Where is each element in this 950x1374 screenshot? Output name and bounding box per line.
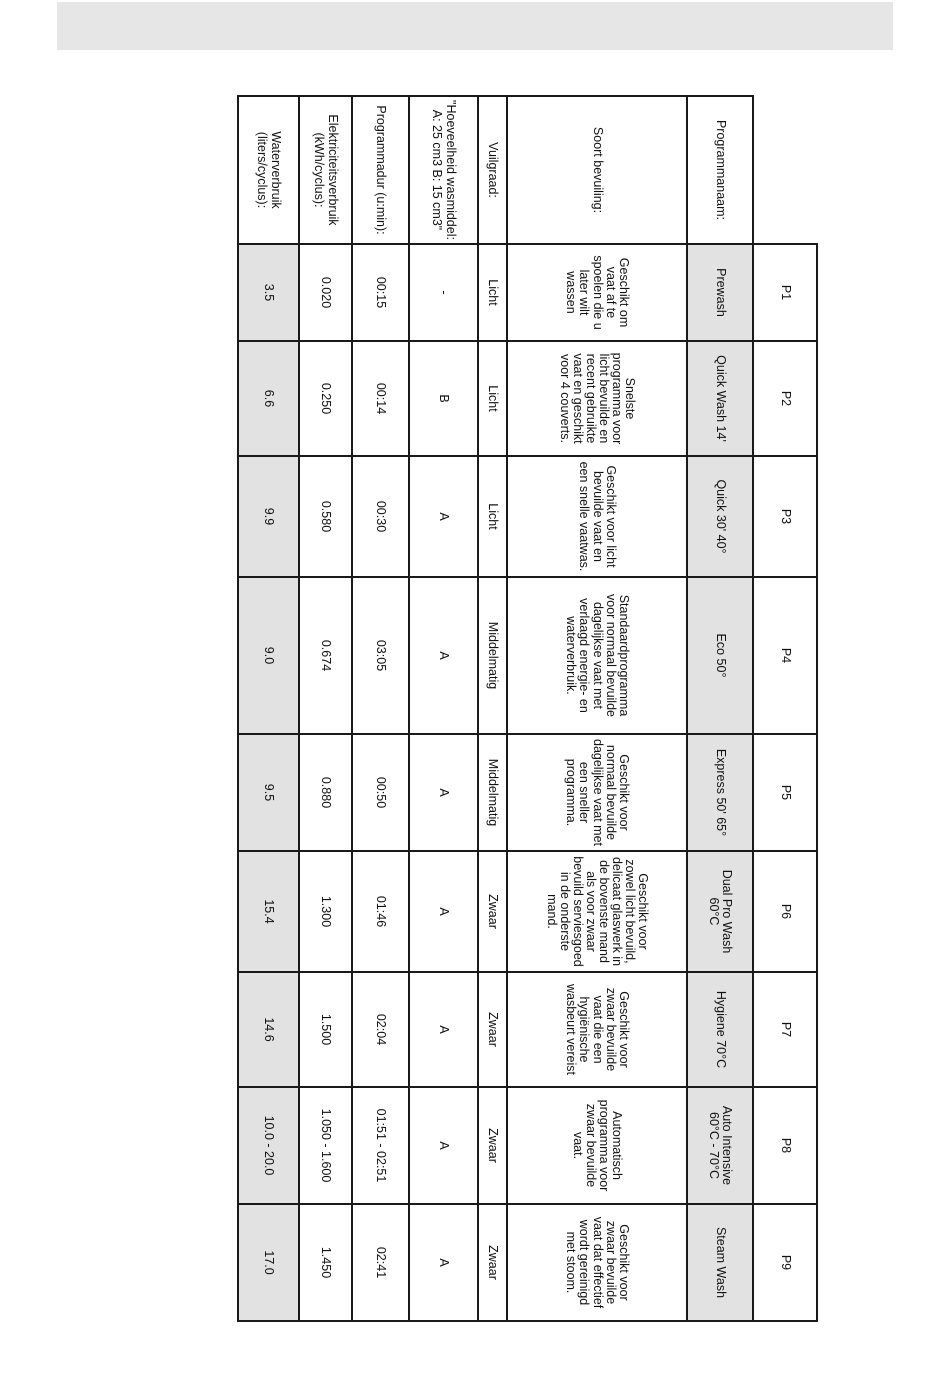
table-cell: 00:50 [352, 734, 409, 851]
table-cell: Standaardprogramma voor normaal bevuilde dagelijkse vaat met verlaagd energie- en waterverbruik. [507, 577, 687, 734]
table-cell: 00:14 [352, 341, 409, 456]
table-cell: A [409, 1204, 478, 1321]
duration-row [352, 96, 409, 1321]
table-cell: 9.5 [238, 734, 299, 851]
program-id-cell: P5 [753, 734, 817, 851]
header-bar [57, 2, 893, 50]
table-cell: 0.674 [299, 577, 352, 734]
table-cell: A [409, 734, 478, 851]
water-row [238, 96, 299, 1321]
table-cell: 15.4 [238, 851, 299, 972]
table-cell: Zwaar [478, 851, 507, 972]
table-cell: Middelmatig [478, 734, 507, 851]
row-label: Programmanaam: [687, 96, 753, 244]
table-cell: 1.500 [299, 972, 352, 1087]
table-cell: 03:05 [352, 577, 409, 734]
table-cell: Geschikt voor licht bevuilde vaat en een snelle vaatwas. [507, 456, 687, 577]
program-id-cell: P6 [753, 851, 817, 972]
program-table [237, 95, 818, 1322]
table-cell: 01:46 [352, 851, 409, 972]
table-cell: Auto Intensive 60°C - 70°C [687, 1087, 753, 1204]
table-cell: Prewash [687, 244, 753, 341]
program-id-cell: P8 [753, 1087, 817, 1204]
table-cell: Zwaar [478, 1087, 507, 1204]
table-cell: A [409, 1087, 478, 1204]
table-cell: Dual Pro Wash 60°C [687, 851, 753, 972]
table-cell: Quick Wash 14' [687, 341, 753, 456]
table-cell: Snelste programma voor licht bevuilde en recent gebruikte vaat en geschikt voor 4 couverts. [507, 341, 687, 456]
program-header-row [753, 96, 817, 1321]
row-label: Vuilgraad: [478, 96, 507, 244]
table-cell: Geschikt voor zowel licht bevuild, delicaat glaswerk in de bovenste mand als voor zwaar bevuild serviesgoed in de onderste mand. [507, 851, 687, 972]
table-cell: Licht [478, 244, 507, 341]
row-label: Elektriciteitsverbruik (kWh/cyclus): [299, 96, 352, 244]
table-cell: Middelmatig [478, 577, 507, 734]
table-cell: 14.6 [238, 972, 299, 1087]
table-cell: 0.580 [299, 456, 352, 577]
row-label: Waterverbruik (liters/cyclus): [238, 96, 299, 244]
table-cell: Zwaar [478, 1204, 507, 1321]
table-cell: A [409, 851, 478, 972]
soil-type-row [507, 96, 687, 1321]
table-cell: B [409, 341, 478, 456]
table-cell: Steam Wash [687, 1204, 753, 1321]
table-cell: Licht [478, 456, 507, 577]
table-cell: 0.020 [299, 244, 352, 341]
table-cell: Licht [478, 341, 507, 456]
table-cell: 6.6 [238, 341, 299, 456]
table-cell: Eco 50° [687, 577, 753, 734]
table-cell: - [409, 244, 478, 341]
table-cell: 02:41 [352, 1204, 409, 1321]
program-table-wrapper [255, 95, 818, 1320]
program-id-cell: P4 [753, 577, 817, 734]
table-cell: 01:51 - 02:51 [352, 1087, 409, 1204]
table-cell: A [409, 456, 478, 577]
table-cell: 1.300 [299, 851, 352, 972]
soil-level-row [478, 96, 507, 1321]
detergent-row [409, 96, 478, 1321]
table-cell: 0.250 [299, 341, 352, 456]
table-cell: Geschikt voor zwaar bevuilde vaat die een hygiënische wasbeurt vereist [507, 972, 687, 1087]
program-name-row [687, 96, 753, 1321]
row-label: Soort bevuiling: [507, 96, 687, 244]
table-cell: Zwaar [478, 972, 507, 1087]
row-label: "Hoeveelheid wasmiddel: A: 25 cm3 B: 15 cm3" [409, 96, 478, 244]
table-cell: 1.050 - 1.600 [299, 1087, 352, 1204]
table-cell: 9.0 [238, 577, 299, 734]
electricity-row [299, 96, 352, 1321]
table-cell: 00:30 [352, 456, 409, 577]
row-label: Programmadur (u:min): [352, 96, 409, 244]
table-cell: 3.5 [238, 244, 299, 341]
program-id-cell: P9 [753, 1204, 817, 1321]
program-id-cell: P1 [753, 244, 817, 341]
table-cell: 9.9 [238, 456, 299, 577]
table-cell: Geschikt voor zwaar bevuilde vaat dat effectief wordt gereinigd met stoom. [507, 1204, 687, 1321]
table-cell: Geschikt voor normaal bevuilde dagelijkse vaat met een sneller programma. [507, 734, 687, 851]
table-cell: Quick 30' 40° [687, 456, 753, 577]
table-cell: 17.0 [238, 1204, 299, 1321]
program-id-cell: P2 [753, 341, 817, 456]
table-cell: Automatisch programma voor zwaar bevuilde vaat. [507, 1087, 687, 1204]
table-cell: 10.0 - 20.0 [238, 1087, 299, 1204]
table-cell: A [409, 972, 478, 1087]
table-cell: 02:04 [352, 972, 409, 1087]
table-cell: 00:15 [352, 244, 409, 341]
table-cell: Hygiene 70°C [687, 972, 753, 1087]
table-cell: 1.450 [299, 1204, 352, 1321]
program-id-cell: P3 [753, 456, 817, 577]
corner-cell [753, 96, 817, 244]
table-cell: 0.880 [299, 734, 352, 851]
table-cell: Geschikt om vaat af te spoelen die u later wilt wassen [507, 244, 687, 341]
program-id-cell: P7 [753, 972, 817, 1087]
table-cell: Express 50' 65° [687, 734, 753, 851]
table-cell: A [409, 577, 478, 734]
